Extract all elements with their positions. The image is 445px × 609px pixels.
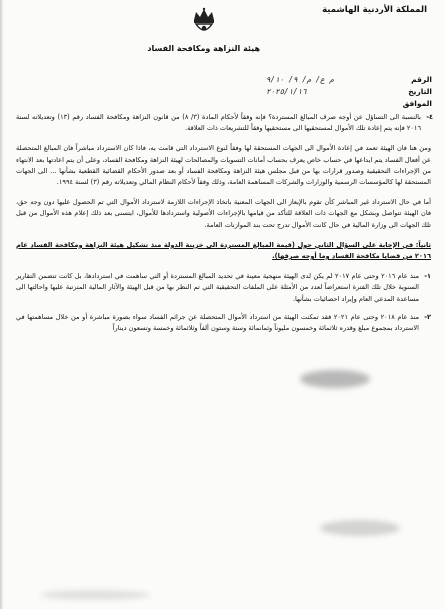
recovery-paragraph: ومن هنا فان الهيئة تعمد في إعادة الأموال الى الجهات المستحقة لها وفقاً لنوع الاسترداد التي قامت به، فاذا كان الاسترداد مباشراً فان المبالغ المتحصلة عن أفعال الفساد يتم ايداعها في حساب خاص يعرف بحساب أمانات التسويات والمصالحات لهيئة النزاهة ومكافحة الفساد، وعلى أن يتم اعادتها بعد الانتهاء من الإجراءات التحقيقية وصدور قرارات بها من قبل مجلس هيئة النزاهة ومكافحة الفساد أو بعد صدور الأحكام القضائية القطعية بشأنها ... الى الجهات المستحقة لها كالمؤسسات الرسمية والوزارات والشركات المساهمة العامة، وذلك وفقاً لأحكام النظام المالي وتعديلاته رقم (٣) لسنة ١٩٩٤. bbox=[16, 144, 431, 187]
sub-item-1-text: منذ عام ٢٠١٦ وحتى عام ٢٠١٧ لم يكن لدى الهيئة منهجية معينة في تحديد المبالغ المستردة أو التي ساهمت في استردادها، بل كانت تتضمن التقارير السنوية خلال تلك الفترة استعراضاً لعدد من الأمثلة على الملفات التحقيقية التي تم النظر بها من قبل الهيئة والآثار المالية المترتبة عليها واحالتها الى مساعدة المدعي العام وإيراد احصائيات بشأنها. bbox=[16, 272, 419, 303]
crown-emblem-icon bbox=[190, 6, 218, 36]
item-4-text: بالنسبة الى التساؤل عن أوجه صرف المبالغ المستردة؟ فإنه وفقاً لأحكام المادة (٣/ ٨) من قانون النزاهة ومكافحة الفساد رقم (١٣) وتعديلاته لسنة ٢٠١٦ فإنه يتم إعادة تلك الأموال لمستحقيها الى مستحقيها وفقاً للتشريعات ذات العلاقة. bbox=[16, 113, 421, 133]
item-4-paragraph bbox=[16, 112, 431, 134]
scan-edge bbox=[0, 0, 3, 609]
indirect-recovery-paragraph: أما في حال الاسترداد غير المباشر كأن تقوم بالإيعاز الى الجهات المعنية باتخاذ الإجراءات اللازمة لاسترداد الأموال التي تم الحصول عليها دون وجه حق، فان الهيئة تتواصل وبشكل مع الجهات ذات العلاقة للتأكد من قيامها بالإجراءات الأصولية واستردادها للأموال، ايتسنى بعد ذلك إعلام هذه الأموال من قبل تلك الجهات الى وزارة المالية في حال كانت الأموال تدرج تحت بند الموازنات العامة. bbox=[16, 198, 431, 229]
reference-block bbox=[262, 74, 432, 110]
reference-date-label: التاريخ bbox=[408, 87, 432, 96]
sub-item-2-number: ٢- bbox=[424, 312, 431, 321]
sub-item-2-text: منذ عام ٢٠١٨ وحتى عام ٢٠٢١ فقد تمكنت الهيئة من استرداد الأموال المتحصلة عن جرائم الفساد سواء بصورة مباشرة أو من خلال مساهمتها في الاسترداد بمجموع مبلغ وقدره ثلاثمائة وخمسون مليوناً وثمانمائة وستة وستون ألفاً وثلاثمائة وخمسة وتسعون ديناراً bbox=[16, 312, 420, 333]
item-4-number: ٤- bbox=[426, 113, 433, 121]
reference-number-label: الرقم bbox=[411, 75, 432, 84]
scan-smudge bbox=[40, 590, 150, 600]
reference-number-row bbox=[262, 74, 432, 86]
kingdom-header: المملكة الأردنية الهاشمية bbox=[322, 5, 427, 15]
sub-item-1-number: ١- bbox=[424, 272, 431, 281]
reference-corresponding-row bbox=[262, 98, 432, 110]
reference-date-row bbox=[262, 86, 432, 98]
sub-item-1 bbox=[16, 271, 431, 305]
letter-body bbox=[16, 112, 431, 341]
scan-smudge bbox=[300, 370, 370, 388]
reference-date-value: ٢٠٢٥/١/١٦ bbox=[266, 87, 307, 96]
reference-number-value: م ع/ م/ ٩/ ٩/١٠ bbox=[266, 75, 334, 84]
scan-smudge bbox=[320, 520, 400, 536]
authority-title: هيئة النزاهة ومكافحة الفساد bbox=[147, 44, 260, 53]
second-question-heading: ثانياً: في الإجابة على السؤال الثاني حول (قيمة المبالغ المستردة الى خزينة الدولة منذ تشكيل هيئة النزاهة ومكافحة الفساد عام ٢٠١٦ من قضايا مكافحة الفساد وما أوجه صرفها). bbox=[16, 240, 431, 261]
reference-corresponding-value bbox=[262, 98, 396, 110]
sub-item-2 bbox=[16, 312, 431, 334]
reference-corresponding-label: الموافق bbox=[402, 99, 432, 108]
